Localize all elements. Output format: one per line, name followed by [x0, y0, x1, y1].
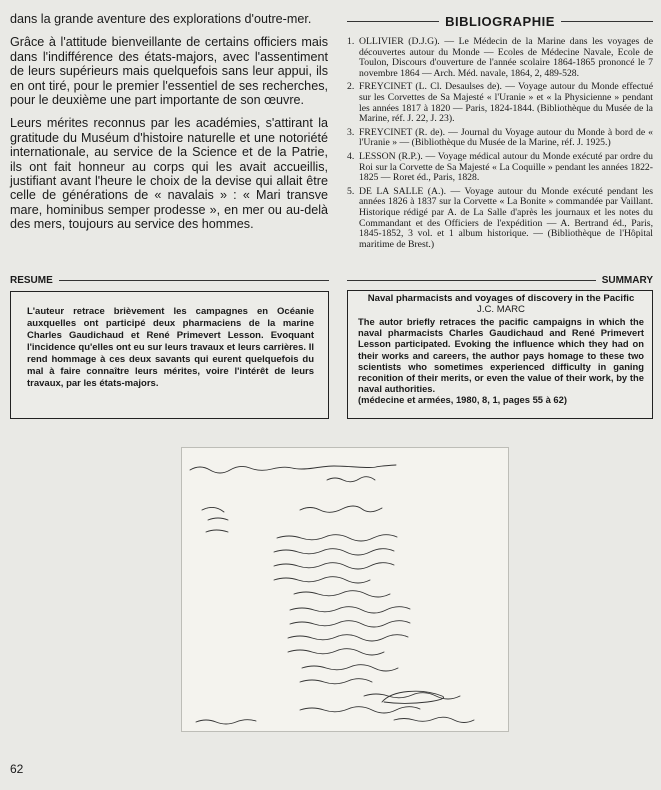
left-column: [10, 12, 328, 241]
item-number: 3.: [347, 126, 355, 138]
item-text: FREYCINET (R. de). — Journal du Voyage autour du Monde à bord de « l'Uranie » — (Bibliothèque du Musée de la Marine, réf. J. 1925.): [359, 126, 653, 149]
bibliography-title: BIBLIOGRAPHIE: [445, 14, 555, 29]
item-text: DE LA SALLE (A.). — Voyage autour du Monde exécuté pendant les années 1826 à 1837 sur la Corvette « La Bonite » commandée par Vaillant. Historique rédigé par A. de La Salle d'après les journaux et les notes du Commandant et des Officiers de l'expédition — A. Bertrand éd., Paris, 1845-1852, 3 vol. et 1 album historique. — (Bibliothèque de l'Hôpital maritime de Brest.): [359, 185, 653, 250]
item-number: 1.: [347, 36, 355, 47]
summary-article-title: Naval pharmacists and voyages of discovery in the Pacific: [367, 293, 635, 304]
letter-scribbles: [182, 448, 508, 731]
heading-rule: [59, 280, 329, 281]
bibliography-item: [347, 37, 653, 79]
bibliography-list: [347, 37, 653, 250]
item-text: FREYCINET (L. Cl. Desaulses de). — Voyage autour du Monde effectué sur les Corvettes de Sa Majesté « l'Uranie » et « la Physicienne » pendant les années 1817 à 1820 — Paris, 1824-1844. (Bibliothèque du Musée de la Marine, réf. J. 22, J. 23).: [359, 81, 653, 125]
bibliography-item: [347, 152, 653, 184]
page-number: 62: [10, 762, 24, 776]
bibliography-section: [347, 14, 653, 253]
bibliography-item: [347, 187, 653, 251]
bibliography-heading: [347, 14, 653, 29]
summary-author: J.C. MARC: [477, 304, 525, 315]
resume-text: L'auteur retrace brièvement les campagnes en Océanie auxquelles ont participé deux pharmaciens de la marine Charles Gaudichaud et René Primevert Lesson. Evoquant l'incidence qu'elles ont eu sur leurs travaux et leurs carrières. Il rend hommage à ces deux savants qui eurent quelquefois du mal à faire connaître leurs mérites, voire l'intérêt de leurs travaux, par les états-majors.: [27, 306, 314, 389]
summary-heading: [347, 275, 653, 286]
item-number: 5.: [347, 185, 355, 197]
heading-rule: [561, 21, 653, 22]
item-text: LESSON (R.P.). — Voyage médical autour du Monde exécuté par ordre du Roi sur la Corvette de Sa Majesté « La Coquille » pendant les années 1822-1825 — Roret éd., Paris, 1828.: [359, 150, 653, 184]
handwritten-letter-image: [181, 447, 509, 732]
heading-rule: [347, 21, 439, 22]
bibliography-item: [347, 128, 653, 149]
resume-title: RESUME: [10, 275, 53, 286]
resume-box: [10, 291, 329, 419]
summary-citation: (médecine et armées, 1980, 8, 1, pages 55 à 62): [358, 394, 567, 406]
intro-paragraph-1: dans la grande aventure des explorations d'outre-mer.: [10, 12, 312, 26]
summary-box: [347, 290, 653, 419]
intro-paragraph-3: Leurs mérites reconnus par les académies, s'attirant la gratitude du Muséum d'histoire naturelle et une notoriété internationale, au service de la Science et de la Patrie, ils ont fait honneur au corps qui les avait accueillis, justifiant avant l'heure le choix de la devise qui allait être celle de générations de « navalais » : « Mari transve mare, hominibus semper prodesse », en mer ou au-delà des mers, toujours au service des hommes.: [10, 116, 328, 232]
item-text: OLLIVIER (D.J.G). — Le Médecin de la Marine dans les voyages de découvertes autour du Monde — Ecoles de Médecine Navale, Ecole de Toulon, Discours d'ouverture de l'année scolaire 1864-1865 prononcé le 7 novembre 1864 — Arch. Méd. navale, 1864, 2, 489-528.: [359, 36, 653, 79]
bibliography-item: [347, 82, 653, 124]
item-number: 4.: [347, 150, 355, 162]
resume-heading: [10, 275, 329, 286]
item-number: 2.: [347, 81, 355, 93]
summary-text: The autor briefly retraces the pacific campaigns in which the naval pharmacists Charles Gaudichaud and René Primevert Lesson participated. Evoking the influence which they had on their works and careers, the author pays homage to these two scientists who sometimes experienced difficulty in ganing reconition of their merits, or even the value of their work, by the naval authorities.: [358, 316, 644, 395]
summary-title-label: SUMMARY: [601, 275, 653, 286]
intro-paragraph-2: Grâce à l'attitude bienveillante de certains officiers mais dans l'indifférence des états-majors, avec l'assentiment de leurs supérieurs mais quelquefois sans leur appui, ils en ont tiré, pour le premier l'essentiel de ses recherches, pour le deuxième une part importante de son œuvre.: [10, 35, 328, 108]
heading-rule: [347, 280, 596, 281]
